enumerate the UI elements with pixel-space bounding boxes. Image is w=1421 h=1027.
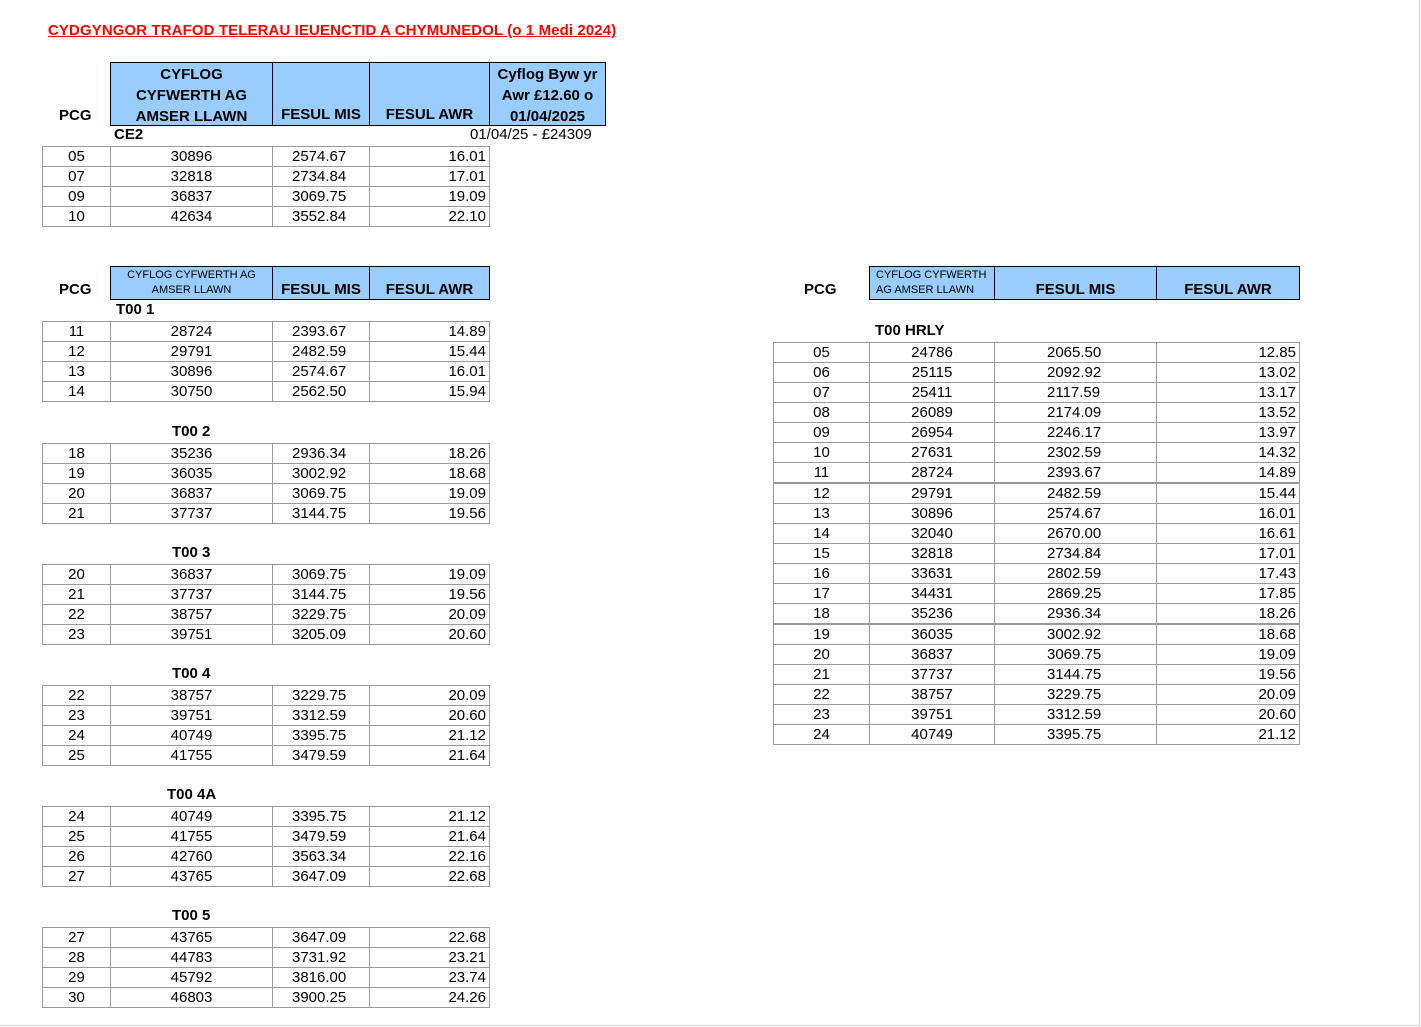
main-grade-cell: 23 (42, 705, 111, 726)
main-annual-cell: 30750 (110, 381, 273, 402)
hrly-monthly-header (994, 266, 1157, 300)
ce2-annual-cell: 36837 (110, 186, 273, 207)
main-annual-cell: 45792 (110, 967, 273, 988)
main-month-cell: 3395.75 (272, 725, 370, 746)
main-group-label: T00 4 (172, 664, 211, 682)
hrly-hour-cell: 13.97 (1156, 422, 1300, 443)
hrly-annual-cell: 36837 (869, 644, 995, 665)
main-grade-cell: 23 (42, 624, 111, 645)
main-annual-cell: 40749 (110, 725, 273, 746)
hrly-hour-cell: 13.02 (1156, 362, 1300, 383)
main-grade-cell: 21 (42, 503, 111, 524)
ce2-annual-header-l2: CYFWERTH AG (135, 87, 248, 104)
main-grade-cell: 13 (42, 361, 111, 382)
hrly-group-label: T00 HRLY (875, 322, 945, 339)
page-title: CYDGYNGOR TRAFOD TELERAU IEUENCTID A CHYMUNEDOL (o 1 Medi 2024) (48, 22, 617, 39)
hrly-annual-cell: 37737 (869, 664, 995, 685)
main-hour-cell: 20.60 (369, 705, 490, 726)
hrly-month-cell: 2574.67 (994, 503, 1157, 524)
main-annual-cell: 44783 (110, 947, 273, 968)
hrly-monthly-header-label: FESUL MIS (1035, 281, 1116, 298)
main-hour-cell: 22.68 (369, 927, 490, 948)
ce2-hour-cell: 19.09 (369, 186, 490, 207)
main-month-cell: 3144.75 (272, 584, 370, 605)
main-hour-cell: 18.68 (369, 463, 490, 484)
main-month-cell: 2574.67 (272, 361, 370, 382)
ce2-living-wage-l1: Cyflog Byw yr (497, 66, 598, 83)
main-month-cell: 3731.92 (272, 947, 370, 968)
main-hourly-header (369, 266, 490, 300)
main-grade-cell: 14 (42, 381, 111, 402)
hrly-grade-cell: 14 (773, 523, 870, 544)
ce2-annual-header-l3: AMSER LLAWN (135, 108, 248, 125)
main-grade-cell: 25 (42, 745, 111, 766)
hrly-hour-cell: 16.01 (1156, 503, 1300, 524)
hrly-hour-cell: 17.85 (1156, 583, 1300, 604)
main-hour-cell: 14.89 (369, 321, 490, 342)
hrly-hour-cell: 20.09 (1156, 684, 1300, 705)
ce2-monthly-header (272, 62, 370, 126)
main-annual-cell: 30896 (110, 361, 273, 382)
hrly-annual-cell: 36035 (869, 624, 995, 645)
hrly-hour-cell: 20.60 (1156, 704, 1300, 725)
ce2-month-cell: 3069.75 (272, 186, 370, 207)
hrly-grade-cell: 16 (773, 563, 870, 584)
ce2-annual-cell: 32818 (110, 166, 273, 187)
hrly-month-cell: 3002.92 (994, 624, 1157, 645)
hrly-hour-cell: 14.32 (1156, 442, 1300, 463)
hrly-annual-cell: 32818 (869, 543, 995, 564)
hrly-month-cell: 3312.59 (994, 704, 1157, 725)
main-month-cell: 3479.59 (272, 826, 370, 847)
main-annual-cell: 36837 (110, 564, 273, 585)
main-grade-cell: 27 (42, 927, 111, 948)
hrly-annual-cell: 30896 (869, 503, 995, 524)
hrly-grade-cell: 20 (773, 644, 870, 665)
main-month-cell: 3395.75 (272, 806, 370, 827)
ce2-monthly-header-label: FESUL MIS (281, 106, 361, 123)
hrly-annual-cell: 25411 (869, 382, 995, 403)
main-hour-cell: 20.09 (369, 685, 490, 706)
main-hour-cell: 16.01 (369, 361, 490, 382)
hrly-grade-cell: 23 (773, 704, 870, 725)
main-hour-cell: 21.12 (369, 806, 490, 827)
ce2-grade-cell: 09 (42, 186, 111, 207)
hrly-month-cell: 2482.59 (994, 483, 1157, 504)
main-grade-cell: 20 (42, 483, 111, 504)
main-annual-header (110, 266, 273, 300)
hrly-grade-cell: 22 (773, 684, 870, 705)
hrly-hour-cell: 12.85 (1156, 342, 1300, 363)
hrly-grade-cell: 07 (773, 382, 870, 403)
hrly-annual-cell: 34431 (869, 583, 995, 604)
main-grade-cell: 21 (42, 584, 111, 605)
main-monthly-header (272, 266, 370, 300)
hrly-hour-cell: 16.61 (1156, 523, 1300, 544)
main-grade-cell: 24 (42, 806, 111, 827)
ce2-annual-cell: 30896 (110, 146, 273, 167)
main-month-cell: 3647.09 (272, 927, 370, 948)
hrly-annual-cell: 25115 (869, 362, 995, 383)
hrly-month-cell: 2802.59 (994, 563, 1157, 584)
main-hourly-header-label: FESUL AWR (385, 281, 474, 298)
ce2-month-cell: 2734.84 (272, 166, 370, 187)
hrly-hour-cell: 17.43 (1156, 563, 1300, 584)
hrly-grade-cell: 09 (773, 422, 870, 443)
main-annual-cell: 37737 (110, 584, 273, 605)
hrly-month-cell: 2869.25 (994, 583, 1157, 604)
hrly-annual-cell: 29791 (869, 483, 995, 504)
hrly-month-cell: 2065.50 (994, 342, 1157, 363)
ce2-grade-cell: 10 (42, 206, 111, 227)
main-hour-cell: 21.12 (369, 725, 490, 746)
main-annual-cell: 38757 (110, 604, 273, 625)
main-month-cell: 3069.75 (272, 564, 370, 585)
hrly-grade-cell: 19 (773, 624, 870, 645)
main-month-cell: 3002.92 (272, 463, 370, 484)
hrly-hour-cell: 17.01 (1156, 543, 1300, 564)
main-annual-cell: 28724 (110, 321, 273, 342)
main-month-cell: 3312.59 (272, 705, 370, 726)
hrly-hour-cell: 18.26 (1156, 603, 1300, 624)
hrly-hour-cell: 18.68 (1156, 624, 1300, 645)
hrly-month-cell: 3229.75 (994, 684, 1157, 705)
hrly-month-cell: 2117.59 (994, 382, 1157, 403)
hrly-annual-cell: 38757 (869, 684, 995, 705)
hrly-annual-cell: 35236 (869, 603, 995, 624)
main-grade-cell: 20 (42, 564, 111, 585)
main-pcg-header: PCG (59, 281, 92, 298)
hrly-grade-cell: 21 (773, 664, 870, 685)
main-group-label: T00 3 (172, 543, 211, 561)
hrly-grade-cell: 17 (773, 583, 870, 604)
main-hour-cell: 18.26 (369, 443, 490, 464)
hrly-grade-cell: 12 (773, 483, 870, 504)
hrly-grade-cell: 05 (773, 342, 870, 363)
main-month-cell: 3479.59 (272, 745, 370, 766)
ce2-pcg-header: PCG (59, 107, 92, 124)
main-annual-cell: 41755 (110, 745, 273, 766)
hrly-annual-cell: 26954 (869, 422, 995, 443)
main-grade-cell: 27 (42, 866, 111, 887)
main-hour-cell: 22.68 (369, 866, 490, 887)
main-hour-cell: 15.94 (369, 381, 490, 402)
ce2-month-cell: 3552.84 (272, 206, 370, 227)
ce2-grade-cell: 07 (42, 166, 111, 187)
main-grade-cell: 18 (42, 443, 111, 464)
main-month-cell: 3144.75 (272, 503, 370, 524)
ce2-grade-cell: 05 (42, 146, 111, 167)
ce2-month-cell: 2574.67 (272, 146, 370, 167)
main-annual-cell: 36035 (110, 463, 273, 484)
hrly-annual-cell: 40749 (869, 724, 995, 745)
main-month-cell: 2562.50 (272, 381, 370, 402)
main-month-cell: 3563.34 (272, 846, 370, 867)
main-hour-cell: 21.64 (369, 745, 490, 766)
main-hour-cell: 15.44 (369, 341, 490, 362)
main-hour-cell: 20.60 (369, 624, 490, 645)
hrly-annual-cell: 24786 (869, 342, 995, 363)
hrly-hour-cell: 19.09 (1156, 644, 1300, 665)
main-month-cell: 2482.59 (272, 341, 370, 362)
hrly-month-cell: 2302.59 (994, 442, 1157, 463)
hrly-grade-cell: 08 (773, 402, 870, 423)
ce2-annual-cell: 42634 (110, 206, 273, 227)
ce2-annual-header-l1: CYFLOG (160, 66, 223, 83)
main-annual-cell: 37737 (110, 503, 273, 524)
main-group-label: T00 4A (167, 785, 217, 803)
main-grade-cell: 12 (42, 341, 111, 362)
main-group-label: T00 1 (116, 301, 155, 318)
main-hour-cell: 19.56 (369, 584, 490, 605)
main-grade-cell: 19 (42, 463, 111, 484)
ce2-hour-cell: 22.10 (369, 206, 490, 227)
main-group-label: T00 2 (172, 422, 211, 440)
main-hour-cell: 20.09 (369, 604, 490, 625)
hrly-hour-cell: 21.12 (1156, 724, 1300, 745)
hrly-annual-cell: 39751 (869, 704, 995, 725)
hrly-annual-header-l1: CYFLOG CYFWERTH (876, 269, 987, 281)
ce2-living-wage-header (489, 62, 606, 126)
ce2-hour-cell: 16.01 (369, 146, 490, 167)
main-annual-header-l1: CYFLOG CYFWERTH AG (127, 269, 256, 281)
ce2-hourly-header-label: FESUL AWR (385, 106, 474, 123)
hrly-grade-cell: 24 (773, 724, 870, 745)
main-monthly-header-label: FESUL MIS (281, 281, 361, 298)
hrly-month-cell: 2174.09 (994, 402, 1157, 423)
ce2-group-label: CE2 (114, 126, 144, 143)
main-hour-cell: 19.56 (369, 503, 490, 524)
main-hour-cell: 22.16 (369, 846, 490, 867)
main-annual-cell: 38757 (110, 685, 273, 706)
main-annual-cell: 43765 (110, 866, 273, 887)
hrly-month-cell: 2734.84 (994, 543, 1157, 564)
hrly-grade-cell: 18 (773, 603, 870, 624)
main-annual-header-l2: AMSER LLAWN (151, 284, 232, 296)
hrly-annual-cell: 33631 (869, 563, 995, 584)
main-grade-cell: 22 (42, 604, 111, 625)
main-annual-cell: 46803 (110, 987, 273, 1008)
hrly-month-cell: 2936.34 (994, 603, 1157, 624)
main-grade-cell: 29 (42, 967, 111, 988)
main-grade-cell: 22 (42, 685, 111, 706)
main-month-cell: 3229.75 (272, 604, 370, 625)
hrly-annual-cell: 32040 (869, 523, 995, 544)
ce2-annual-header (110, 62, 273, 126)
main-grade-cell: 11 (42, 321, 111, 342)
hrly-grade-cell: 11 (773, 462, 870, 483)
main-grade-cell: 30 (42, 987, 111, 1008)
ce2-hour-cell: 17.01 (369, 166, 490, 187)
main-annual-cell: 39751 (110, 705, 273, 726)
hrly-hour-cell: 19.56 (1156, 664, 1300, 685)
hrly-month-cell: 2092.92 (994, 362, 1157, 383)
main-month-cell: 3647.09 (272, 866, 370, 887)
main-month-cell: 2936.34 (272, 443, 370, 464)
main-group-label: T00 5 (172, 906, 211, 924)
hrly-hour-cell: 14.89 (1156, 462, 1300, 483)
ce2-hourly-header (369, 62, 490, 126)
hrly-grade-cell: 15 (773, 543, 870, 564)
hrly-hourly-header-label: FESUL AWR (1184, 281, 1272, 298)
hrly-month-cell: 3144.75 (994, 664, 1157, 685)
hrly-month-cell: 2246.17 (994, 422, 1157, 443)
hrly-month-cell: 2393.67 (994, 462, 1157, 483)
main-hour-cell: 23.74 (369, 967, 490, 988)
main-annual-cell: 39751 (110, 624, 273, 645)
hrly-grade-cell: 10 (773, 442, 870, 463)
hrly-annual-cell: 28724 (869, 462, 995, 483)
main-month-cell: 3229.75 (272, 685, 370, 706)
hrly-month-cell: 2670.00 (994, 523, 1157, 544)
hrly-annual-cell: 27631 (869, 442, 995, 463)
main-annual-cell: 40749 (110, 806, 273, 827)
hrly-month-cell: 3069.75 (994, 644, 1157, 665)
main-month-cell: 2393.67 (272, 321, 370, 342)
hrly-month-cell: 3395.75 (994, 724, 1157, 745)
main-month-cell: 3816.00 (272, 967, 370, 988)
main-hour-cell: 19.09 (369, 564, 490, 585)
hrly-annual-header-l2: AG AMSER LLAWN (876, 284, 975, 296)
main-annual-cell: 42760 (110, 846, 273, 867)
hrly-pcg-header: PCG (804, 281, 837, 298)
hrly-hour-cell: 15.44 (1156, 483, 1300, 504)
main-annual-cell: 35236 (110, 443, 273, 464)
main-month-cell: 3069.75 (272, 483, 370, 504)
hrly-hourly-header (1156, 266, 1300, 300)
main-grade-cell: 24 (42, 725, 111, 746)
main-hour-cell: 23.21 (369, 947, 490, 968)
hrly-grade-cell: 13 (773, 503, 870, 524)
ce2-living-wage-l3: 01/04/2025 (509, 108, 586, 125)
main-month-cell: 3900.25 (272, 987, 370, 1008)
main-month-cell: 3205.09 (272, 624, 370, 645)
main-annual-cell: 43765 (110, 927, 273, 948)
main-annual-cell: 36837 (110, 483, 273, 504)
main-annual-cell: 29791 (110, 341, 273, 362)
hrly-hour-cell: 13.17 (1156, 382, 1300, 403)
hrly-grade-cell: 06 (773, 362, 870, 383)
ce2-living-wage-l2: Awr £12.60 o (501, 87, 594, 104)
hrly-annual-cell: 26089 (869, 402, 995, 423)
main-hour-cell: 19.09 (369, 483, 490, 504)
main-annual-cell: 41755 (110, 826, 273, 847)
main-grade-cell: 25 (42, 826, 111, 847)
ce2-living-wage-note: 01/04/25 - £24309 (470, 126, 592, 143)
hrly-hour-cell: 13.52 (1156, 402, 1300, 423)
hrly-annual-header (869, 266, 995, 300)
main-hour-cell: 21.64 (369, 826, 490, 847)
main-grade-cell: 26 (42, 846, 111, 867)
main-grade-cell: 28 (42, 947, 111, 968)
main-hour-cell: 24.26 (369, 987, 490, 1008)
